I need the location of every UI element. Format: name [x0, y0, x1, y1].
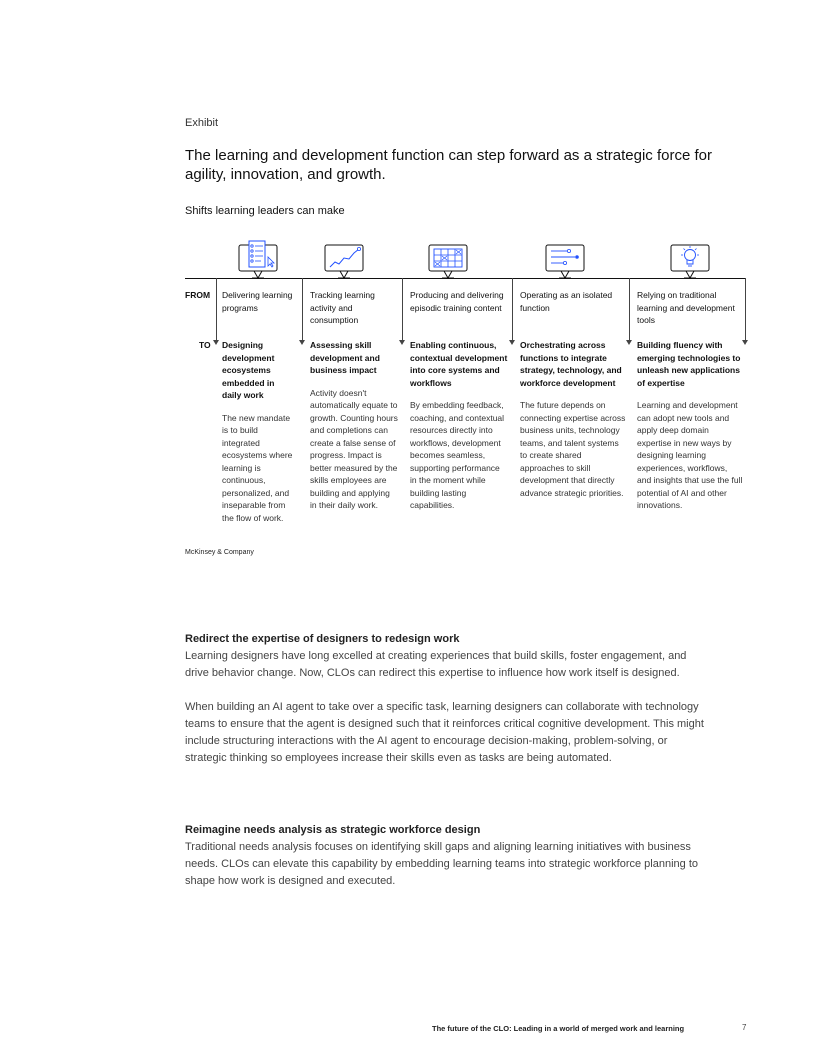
column-arrow-line — [512, 278, 513, 341]
paragraph: Learning designers have long excelled at creating experiences that build skills, foster engagement, and drive behavior change. Now, CLOs can redirect this expertise to influence how work itself is designed. — [185, 650, 687, 679]
column-arrow-line — [629, 278, 630, 341]
column-arrow-line — [402, 278, 403, 341]
shift-from-4: Operating as an isolated function — [520, 290, 613, 313]
source-credit: McKinsey & Company — [185, 549, 254, 556]
arrow-down-icon — [509, 340, 515, 345]
lightbulb-icon — [670, 240, 710, 271]
shift-from-3: Producing and delivering episodic training content — [410, 290, 504, 313]
shift-description-1: The new mandate is to build integrated ecosystems where learning is continuous, personalized, and inseparable from the flow of work. — [222, 412, 293, 523]
column-arrow-line — [216, 278, 217, 341]
grid-modules-icon — [428, 240, 468, 271]
from-label: FROM — [185, 290, 211, 300]
section-heading: Reimagine needs analysis as strategic workforce design — [185, 824, 481, 836]
shift-description-3: By embedding feedback, coaching, and contextual resources directly into workflows, development becomes seamless, supporting performance in the moment while building lasting capabilities. — [410, 400, 505, 510]
connected-nodes-icon — [545, 240, 585, 271]
shift-description-2: Activity doesn't automatically equate to growth. Counting hours and completions can create a false sense of progress. Impact is better measured by the skills employees are building and applying in their daily work. — [310, 387, 398, 510]
shift-from-5: Relying on traditional learning and development tools — [637, 290, 735, 325]
exhibit-title: The learning and development function can step forward as a strategic force for agility, innovation, and growth. — [185, 147, 712, 183]
shift-description-4: The future depends on connecting expertise across business units, technology teams, and talent systems to create shared approaches to skill development that directly advance strategic priorities. — [520, 400, 626, 498]
shift-from-2: Tracking learning activity and consumption — [310, 290, 375, 325]
shift-to-2 — [310, 339, 398, 512]
shift-to-heading-5: Building fluency with emerging technologies to unleash new applications of expertise — [637, 340, 741, 388]
shift-description-5: Learning and development can adopt new tools and apply deep domain expertise in new ways by designing learning experiences, workflows, and insights that use the full potential of AI and other innovations. — [637, 400, 743, 510]
section-heading: Redirect the expertise of designers to redesign work — [185, 633, 460, 645]
shift-to-5 — [637, 339, 743, 512]
shift-to-heading-2: Assessing skill development and business impact — [310, 340, 380, 375]
exhibit-subtitle: Shifts learning leaders can make — [185, 205, 345, 217]
paragraph: Traditional needs analysis focuses on identifying skill gaps and aligning learning initiatives with business needs. CLOs can elevate this capability by embedding learning teams into strategic workforce planning to shape how work is designed and executed. — [185, 841, 699, 887]
article-section-2 — [185, 822, 705, 890]
page-number: 7 — [742, 1023, 747, 1032]
arrow-down-icon — [213, 340, 219, 345]
shift-to-1 — [222, 339, 296, 524]
paragraph: When building an AI agent to take over a specific task, learning designers can collaborate with technology teams to ensure that the agent is designed such that it reinforces critical cognitive development. This might include structuring interactions with the AI agent to encourage decision-making, problem-solving, or strategic thinking so employees increase their skills even as tasks are being automated. — [185, 701, 704, 764]
exhibit-label: Exhibit — [185, 117, 219, 129]
shift-to-heading-1: Designing development ecosystems embedded in daily work — [222, 340, 275, 400]
shift-to-3 — [410, 339, 508, 512]
column-arrow-line — [745, 278, 746, 341]
shift-to-4 — [520, 339, 626, 499]
timeline-divider — [185, 278, 746, 279]
shift-to-heading-4: Orchestrating across functions to integrate strategy, technology, and workforce development — [520, 340, 622, 388]
arrow-down-icon — [299, 340, 305, 345]
checklist-document-icon — [238, 240, 278, 271]
article-section-1 — [185, 631, 705, 767]
footer-document-title: The future of the CLO: Leading in a world of merged work and learning — [432, 1024, 685, 1033]
shift-from-1: Delivering learning programs — [222, 290, 293, 313]
arrow-down-icon — [626, 340, 632, 345]
arrow-down-icon — [399, 340, 405, 345]
line-chart-icon — [324, 240, 364, 271]
to-label: TO — [199, 340, 211, 350]
shift-to-heading-3: Enabling continuous, contextual development into core systems and workflows — [410, 340, 508, 388]
column-arrow-line — [302, 278, 303, 341]
